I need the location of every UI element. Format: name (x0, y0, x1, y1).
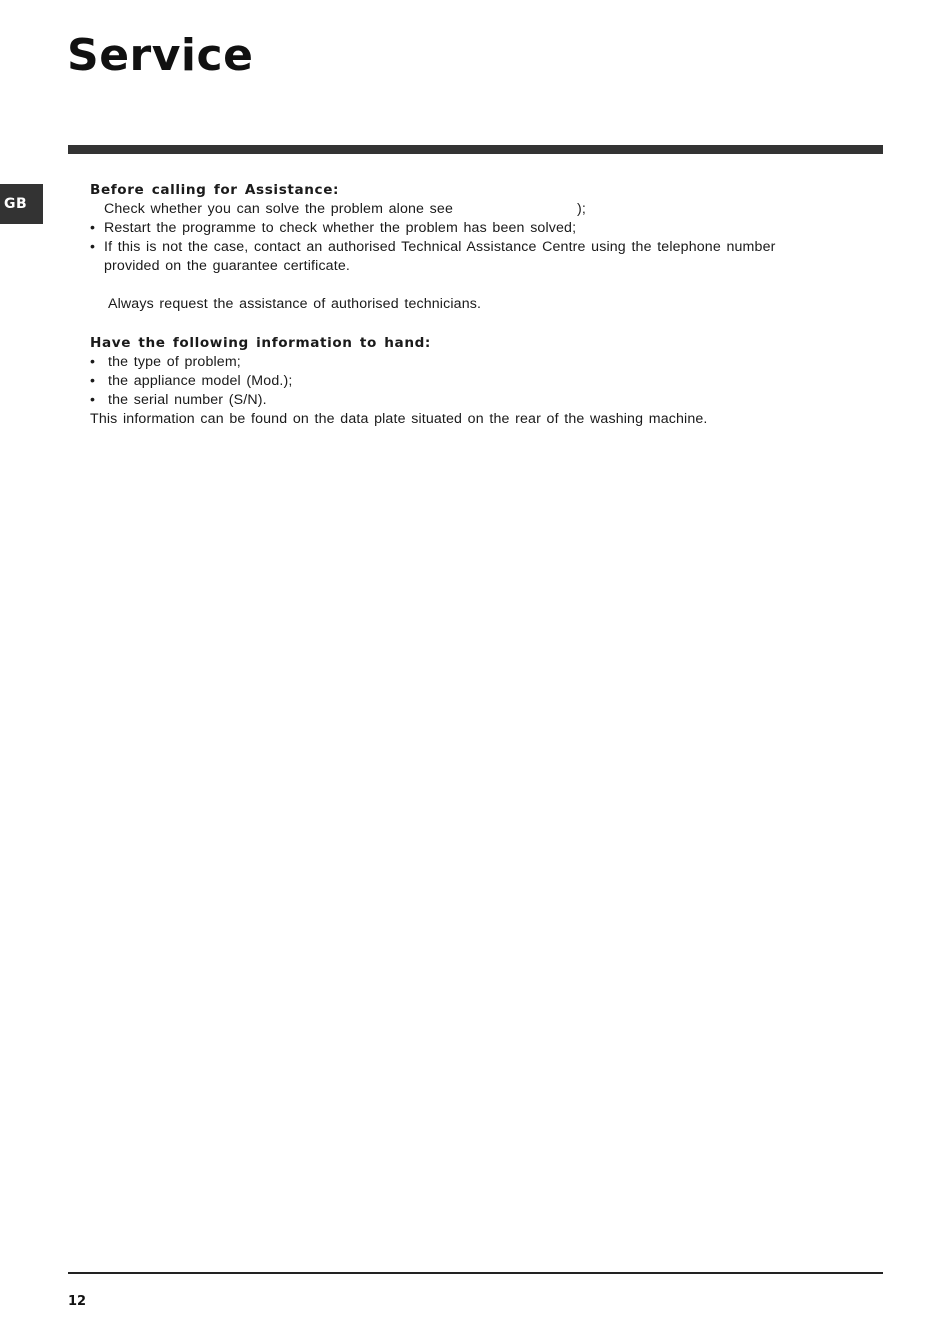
list-item-text: If this is not the case, contact an authorised Technical Assistance Centre using the telephone number (104, 239, 776, 256)
bullet-icon: • (90, 239, 96, 256)
spacer (90, 315, 835, 334)
list-item-text: Restart the programme to check whether the problem has been solved; (104, 220, 577, 237)
list-item-continuation: provided on the guarantee certificate. (104, 258, 350, 275)
list-item-text: the serial number (S/N). (108, 391, 267, 408)
bullet-icon: • (90, 220, 96, 237)
page-number: 12 (68, 1294, 87, 1309)
check-problem-close: ); (577, 201, 586, 218)
bullet-icon: • (90, 372, 96, 389)
list-item (90, 372, 835, 391)
list-item (90, 391, 835, 410)
language-tab: GB (0, 184, 43, 224)
assistance-note: Always request the assistance of authorised technicians. (108, 296, 482, 313)
bullet-icon: • (90, 391, 96, 408)
check-problem-line (90, 200, 835, 219)
spacer (90, 276, 835, 295)
list-item (90, 238, 835, 257)
list-item (90, 353, 835, 372)
list-item-text: the type of problem; (108, 353, 241, 370)
page-title: Service (67, 30, 254, 81)
check-problem-text: Check whether you can solve the problem alone see (104, 201, 454, 218)
footer-divider (68, 1272, 883, 1274)
service-content (90, 181, 835, 429)
title-divider (68, 145, 883, 154)
list-item-text: the appliance model (Mod.); (108, 372, 293, 389)
data-plate-note: This information can be found on the data plate situated on the rear of the washing machine. (90, 410, 708, 427)
list-item (90, 219, 835, 238)
before-calling-heading: Before calling for Assistance: (90, 182, 340, 198)
information-heading: Have the following information to hand: (90, 334, 431, 351)
bullet-icon: • (90, 353, 96, 370)
